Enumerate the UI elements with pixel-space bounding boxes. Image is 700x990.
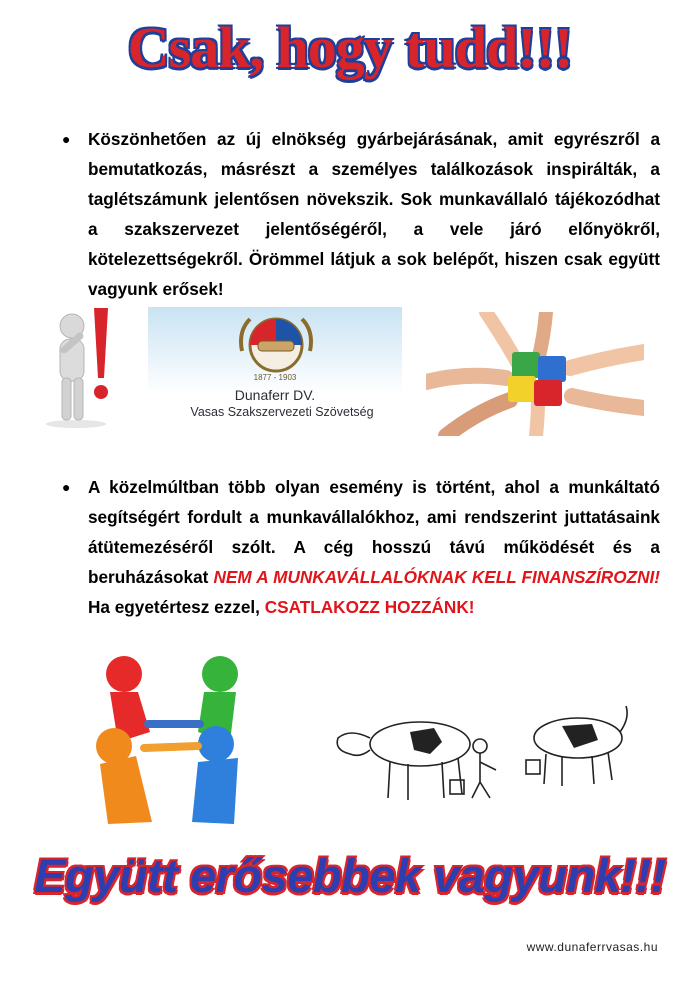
appeal-text-a: A közelmúltban több olyan esemény is történt, ahol a munkáltató segítségért fordult a munkavállalókhoz, ami rendszerint juttatásaink átütemezéséről szólt. A cég hosszú távú működését és a beruházásokat (88, 477, 660, 587)
logo-subtitle: Vasas Szakszervezeti Szövetség (190, 405, 374, 419)
bullet-icon: ● (62, 479, 71, 495)
paragraph-membership-text: Köszönhetően az új elnökség gyárbejárásának, amit egyrészről a bemutatkozás, másrészt a személyes találkozások inspirálták, a taglétszámunk jelentősen növekszik. Sok munkavállaló tájékozódhat a szakszervezet jelentőségéről, a vele járó előnyökről, kötelezettségekről. Örömmel látjuk a sok belépőt, hiszen csak együtt vagyunk erősek! (88, 129, 660, 299)
paragraph-membership (64, 124, 660, 304)
cow-milking-cartoon (330, 698, 635, 818)
join-us-callout: CSATLAKOZZ HOZZÁNK! (264, 597, 475, 617)
appeal-emphasis: NEM A MUNKAVÁLLALÓKNAK KELL FINANSZÍROZNI! (213, 567, 660, 587)
slogan: Együtt erősebbek vagyunk!!! (34, 849, 666, 902)
appeal-text-c: Ha egyetértesz ezzel, (88, 597, 265, 617)
puzzle-hands-icon (426, 312, 644, 436)
paragraph-appeal (64, 472, 660, 622)
team-figures-icon (88, 652, 258, 832)
page-title: Csak, hogy tudd!!! (127, 15, 573, 80)
paragraph-appeal-text (64, 472, 660, 622)
logo-years: 1877 - 1903 (253, 373, 297, 382)
logo-name: Dunaferr DV. (234, 387, 316, 403)
thinking-man-exclamation-icon (36, 306, 136, 430)
bullet-icon: ● (62, 131, 71, 147)
union-logo-banner (148, 307, 402, 431)
website-url[interactable]: www.dunaferrvasas.hu (526, 940, 658, 954)
